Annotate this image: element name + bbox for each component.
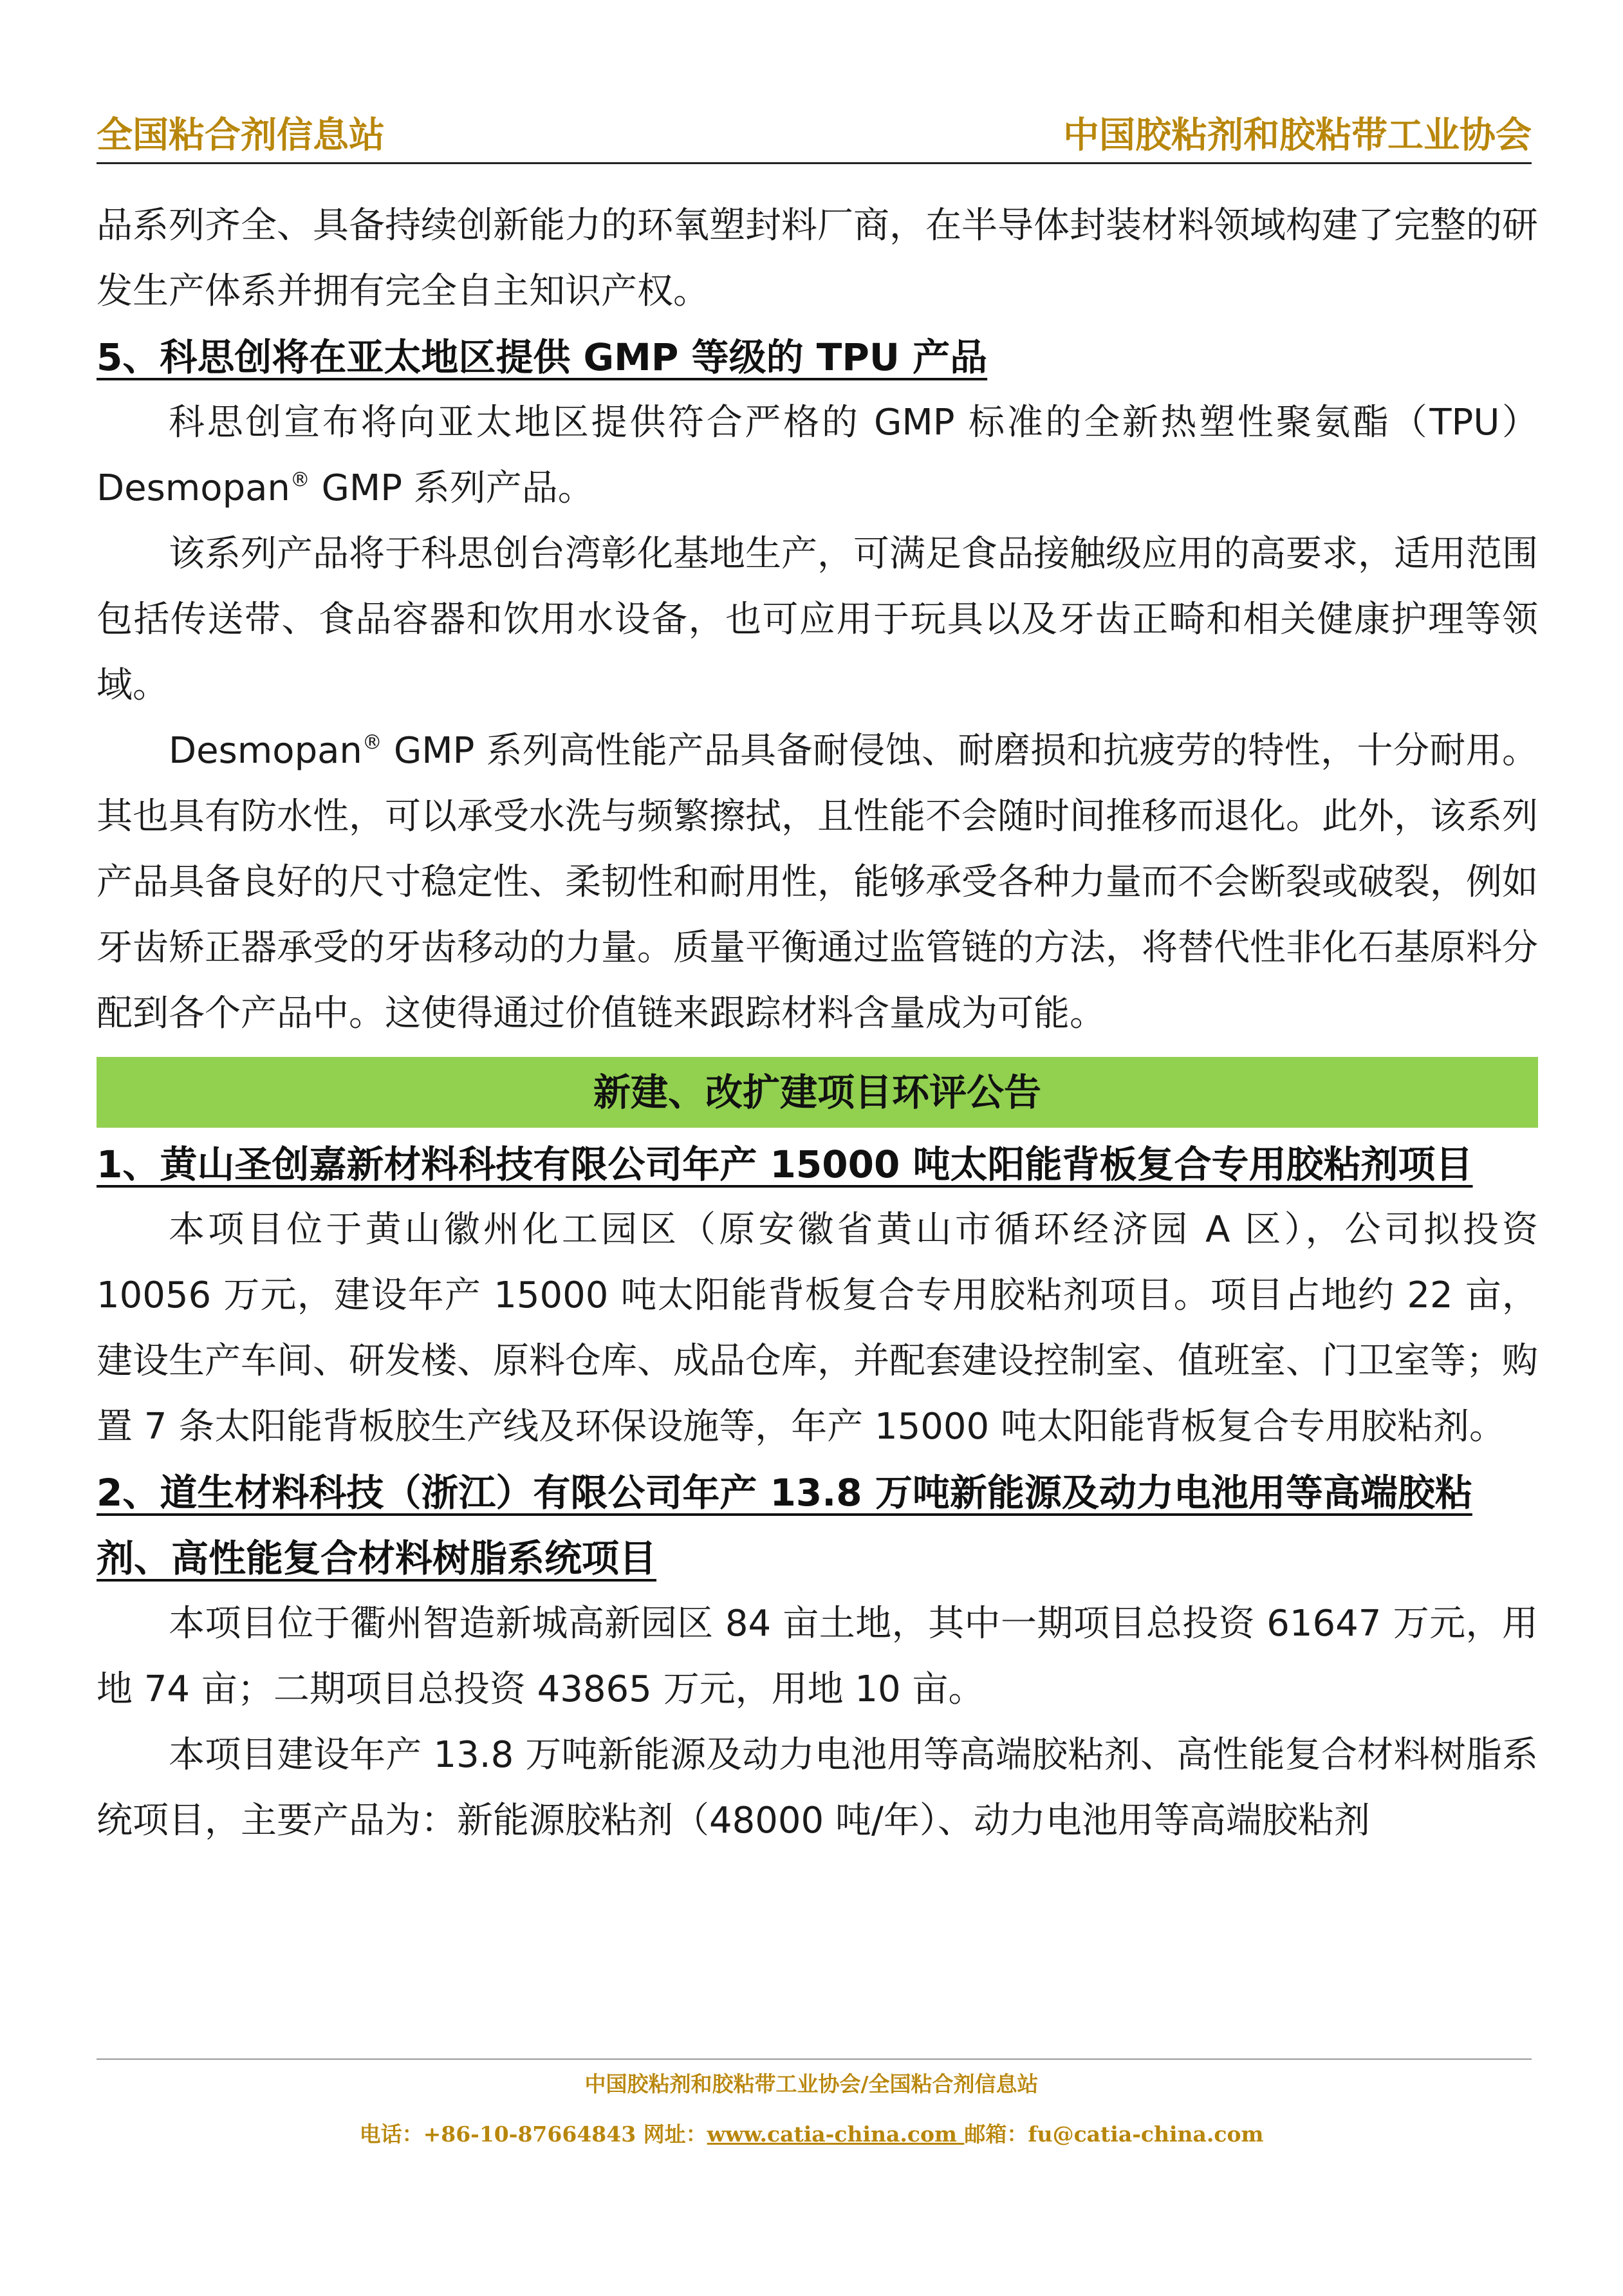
registered-mark: ® <box>290 468 310 492</box>
article-body <box>97 193 1538 1854</box>
footer-website-link[interactable]: www.catia-china.com <box>707 2122 965 2147</box>
item2-paragraph-2: 本项目建设年产 13.8 万吨新能源及动力电池用等高端胶粘剂、高性能复合材料树脂系统项目，主要产品为：新能源胶粘剂（48000 吨/年）、动力电池用等高端胶粘剂 <box>97 1734 1538 1842</box>
section5-paragraph-1: 科思创宣布将向亚太地区提供符合严格的 GMP 标准的全新热塑性聚氨酯（TPU）Desmopan® GMP 系列产品。 <box>97 402 1538 509</box>
item2-paragraph-1: 本项目位于衢州智造新城高新园区 84 亩土地，其中一期项目总投资 61647 万元，用地 74 亩；二期项目总投资 43865 万元，用地 10 亩。 <box>97 1603 1538 1710</box>
footer-organization: 中国胶粘剂和胶粘带工业协会/全国粘合剂信息站 <box>584 2071 1039 2096</box>
footer-email: 邮箱：fu@catia-china.com <box>964 2122 1264 2147</box>
section5-paragraph-2: 该系列产品将于科思创台湾彰化基地生产，可满足食品接触级应用的高要求，适用范围包括传送带、食品容器和饮用水设备，也可应用于玩具以及牙齿正畸和相关健康护理等领域。 <box>97 533 1538 706</box>
item1-title: 1、黄山圣创嘉新材料科技有限公司年产 15000 吨太阳能背板复合专用胶粘剂项目 <box>97 1143 1473 1186</box>
footer-divider <box>97 2058 1532 2060</box>
footer-contact <box>0 2118 1623 2148</box>
item1-paragraph-1: 本项目位于黄山徽州化工园区（原安徽省黄山市循环经济园 A 区），公司拟投资 10056 万元，建设年产 15000 吨太阳能背板复合专用胶粘剂项目。项目占地约 22 亩，建设生产车间、研发楼、原料仓库、成品仓库，并配套建设控制室、值班室、门卫室等；购置 7 条太阳能背板胶生产线及环保设施等，年产 15000 吨太阳能背板复合专用胶粘剂。 <box>97 1209 1538 1448</box>
section5-title: 5、科思创将在亚太地区提供 GMP 等级的 TPU 产品 <box>97 335 988 379</box>
page-header <box>97 111 1532 164</box>
footer-phone: 电话：+86-10-87664843 网址： <box>359 2122 707 2147</box>
header-left-title: 全国粘合剂信息站 <box>97 115 385 156</box>
header-right-title: 中国胶粘剂和胶粘带工业协会 <box>1063 115 1532 156</box>
item2-title: 2、道生材料科技（浙江）有限公司年产 13.8 万吨新能源及动力电池用等高端胶粘剂、高性能复合材料树脂系统项目 <box>97 1471 1472 1580</box>
registered-mark: ® <box>362 731 382 754</box>
section5-paragraph-3: Desmopan® GMP 系列高性能产品具备耐侵蚀、耐磨损和抗疲劳的特性，十分耐用。其也具有防水性，可以承受水洗与频繁擦拭，且性能不会随时间推移而退化。此外，该系列产品具备良好的尺寸稳定性、柔韧性和耐用性，能够承受各种力量而不会断裂或破裂，例如牙齿矫正器承受的牙齿移动的力量。质量平衡通过监管链的方法，将替代性非化石基原料分配到各个产品中。这使得通过价值链来跟踪材料含量成为可能。 <box>97 730 1538 1034</box>
section-band-title: 新建、改扩建项目环评公告 <box>97 1057 1538 1128</box>
intro-continuation: 品系列齐全、具备持续创新能力的环氧塑封料厂商，在半导体封装材料领域构建了完整的研发生产体系并拥有完全自主知识产权。 <box>97 205 1538 312</box>
